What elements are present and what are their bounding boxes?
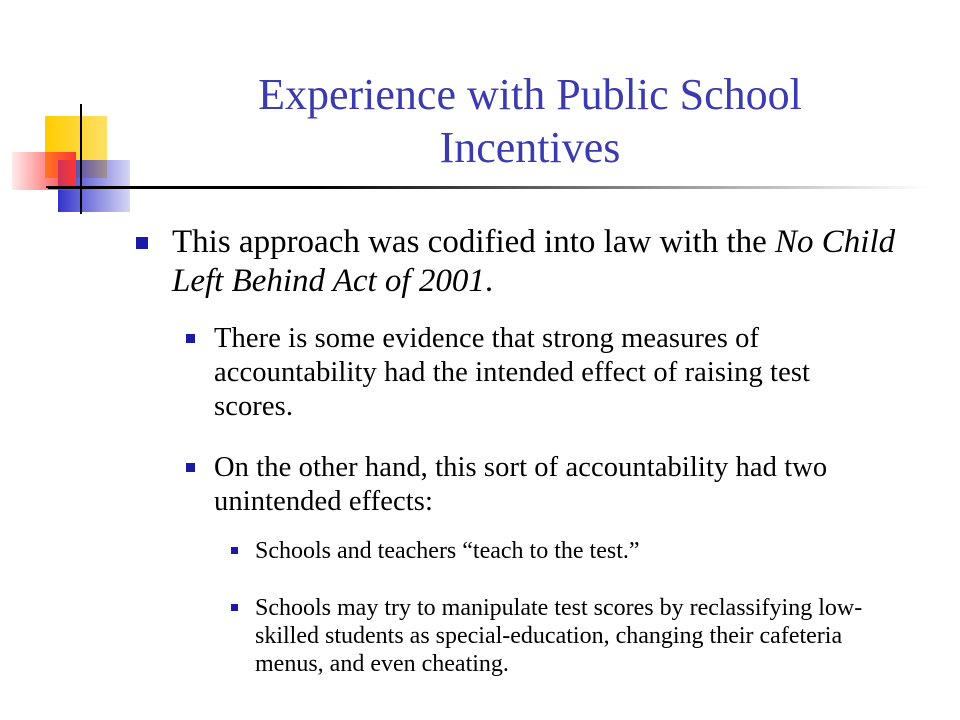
square-bullet-icon [231, 547, 238, 554]
bullet-text: Schools may try to manipulate test scores by reclassifying low-skilled students as special-education, changing their cafeteria menus, and even cheating. [255, 595, 863, 677]
bullet-text: This approach was codified into law with the [172, 224, 776, 260]
square-bullet-icon [186, 463, 195, 472]
bullet-item-5 [255, 594, 895, 678]
bullet-item-1 [172, 223, 912, 301]
bullet-item-2 [214, 322, 894, 424]
bullet-tail: . [484, 263, 494, 299]
bullet-italic-text: No Child Left Behind Act of 2001 [172, 224, 896, 299]
slide-title: Experience with Public School Incentives [258, 70, 802, 172]
bullet-item-4 [255, 537, 895, 565]
square-bullet-icon [231, 604, 238, 611]
square-bullet-icon [186, 334, 195, 343]
bullet-text: On the other hand, this sort of accountability had two unintended effects: [214, 452, 828, 517]
square-bullet-icon [136, 237, 148, 249]
bullet-text: There is some evidence that strong measures of accountability had the intended effect of raising test scores. [214, 323, 811, 422]
bullet-item-3 [214, 451, 894, 519]
bullet-text: Schools and teachers “teach to the test.” [255, 538, 640, 564]
